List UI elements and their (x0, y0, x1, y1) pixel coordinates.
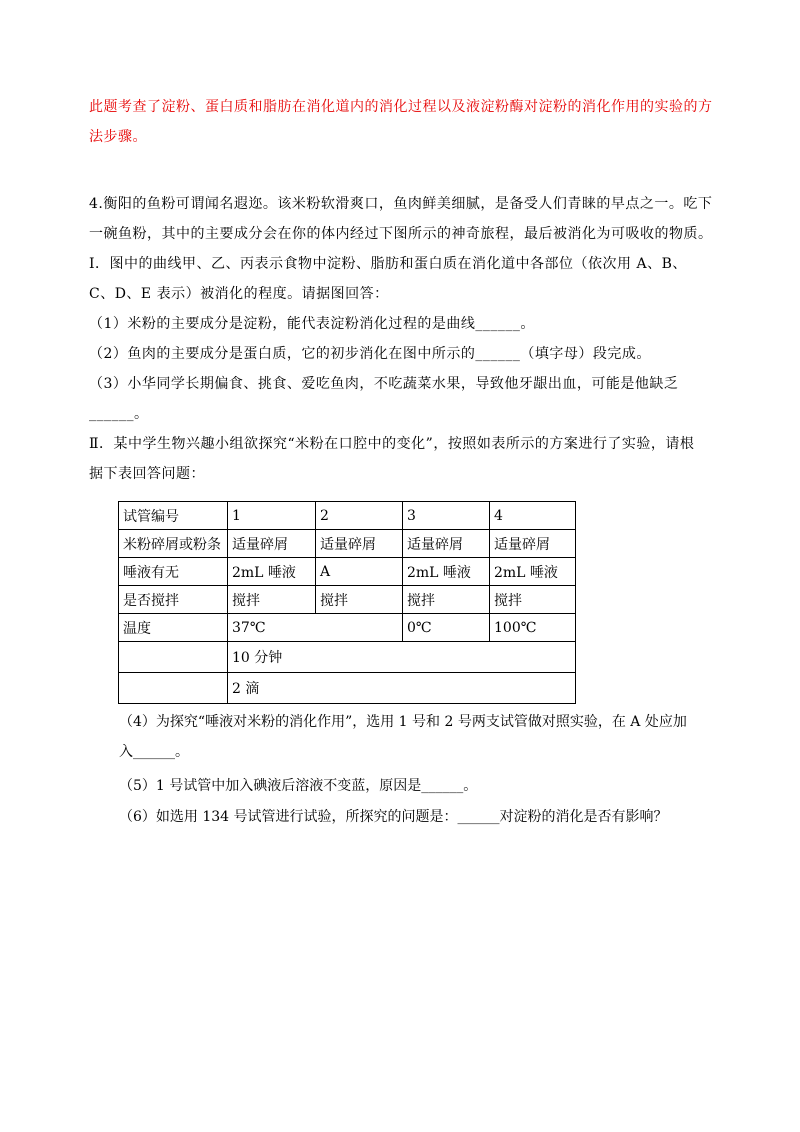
sub-question-4 (119, 707, 719, 767)
sub-question-5: （5）1 号试管中加入碘液后溶液不变蓝，原因是______。 (119, 778, 478, 794)
table-cell: 2mL 唾液 (403, 558, 490, 586)
sub-question-4-line-2: 入______。 (119, 744, 189, 760)
table-cell: A (316, 558, 403, 586)
table-cell: 搅拌 (316, 586, 403, 614)
answer-note-line-2: 法步骤。 (89, 129, 147, 145)
table-cell: 2 (316, 502, 403, 530)
question-intro-line-1: 4.衡阳的鱼粉可谓闻名遐迩。该米粉软滑爽口，鱼肉鲜美细腻，是备受人们青睐的早点之一。吃下 (89, 196, 713, 212)
sub-question-3-line-2: ______。 (89, 406, 149, 422)
table-cell-empty (119, 673, 228, 704)
sub-question-4-line-1: （4）为探究“唾液对米粉的消化作用”，选用 1 号和 2 号两支试管做对照实验，在 A 处应加 (119, 714, 687, 730)
part-1-line-2: C、D、E 表示）被消化的程度。请据图回答： (89, 286, 389, 302)
answer-note-line-1: 此题考查了淀粉、蛋白质和脂肪在消化道内的消化过程以及液淀粉酶对淀粉的消化作用的实验的方 (89, 99, 713, 115)
question-intro-line-2: 一碗鱼粉，其中的主要成分会在你的体内经过下图所示的神奇旅程，最后被消化为可吸收的物质。 (89, 226, 713, 242)
table-cell: 适量碎屑 (228, 530, 316, 558)
question-4 (89, 189, 715, 489)
sub-question-6: （6）如选用 134 号试管进行试验，所探究的问题是：______对淀粉的消化是否有影响？ (119, 809, 668, 825)
table-cell: 3 (403, 502, 490, 530)
table-cell: 2mL 唾液 (228, 558, 316, 586)
table-cell: 100℃ (490, 614, 576, 642)
table-cell: 搅拌 (490, 586, 576, 614)
table-row (119, 673, 576, 704)
table-cell: 搅拌 (228, 586, 316, 614)
answer-note (89, 92, 715, 152)
table-cell: 1 (228, 502, 316, 530)
table-cell: 37℃ (228, 614, 403, 642)
table-row (119, 642, 576, 673)
table-row (119, 558, 576, 586)
table-cell: 是否搅拌 (119, 586, 228, 614)
table-cell: 2 滴 (228, 673, 576, 704)
table-cell: 0℃ (403, 614, 490, 642)
table-cell-empty (119, 642, 228, 673)
experiment-table (118, 501, 576, 704)
table-cell: 适量碎屑 (490, 530, 576, 558)
table-cell: 搅拌 (403, 586, 490, 614)
table-cell: 4 (490, 502, 576, 530)
table-row (119, 502, 576, 530)
part-1-line-1: Ⅰ．图中的曲线甲、乙、丙表示食物中淀粉、脂肪和蛋白质在消化道中各部位（依次用 A、B、 (89, 256, 687, 272)
sub-question-3-line-1: （3）小华同学长期偏食、挑食、爱吃鱼肉，不吃蔬菜水果，导致他牙龈出血，可能是他缺乏 (89, 376, 679, 392)
sub-question-1: （1）米粉的主要成分是淀粉，能代表淀粉消化过程的是曲线______。 (89, 316, 535, 332)
table-cell: 温度 (119, 614, 228, 642)
table-cell: 试管编号 (119, 502, 228, 530)
part-2-line-2: 据下表回答问题： (89, 466, 205, 482)
table-cell: 2mL 唾液 (490, 558, 576, 586)
table-cell: 10 分钟 (228, 642, 576, 673)
table-cell: 适量碎屑 (316, 530, 403, 558)
table-cell: 适量碎屑 (403, 530, 490, 558)
table-cell: 米粉碎屑或粉条 (119, 530, 228, 558)
sub-question-2: （2）鱼肉的主要成分是蛋白质，它的初步消化在图中所示的______（填字母）段完成。 (89, 346, 651, 362)
part-2-line-1: Ⅱ．某中学生物兴趣小组欲探究“米粉在口腔中的变化”，按照如表所示的方案进行了实验，请根 (89, 436, 695, 452)
table-row (119, 530, 576, 558)
table-row (119, 614, 576, 642)
table-cell: 唾液有无 (119, 558, 228, 586)
table-row (119, 586, 576, 614)
